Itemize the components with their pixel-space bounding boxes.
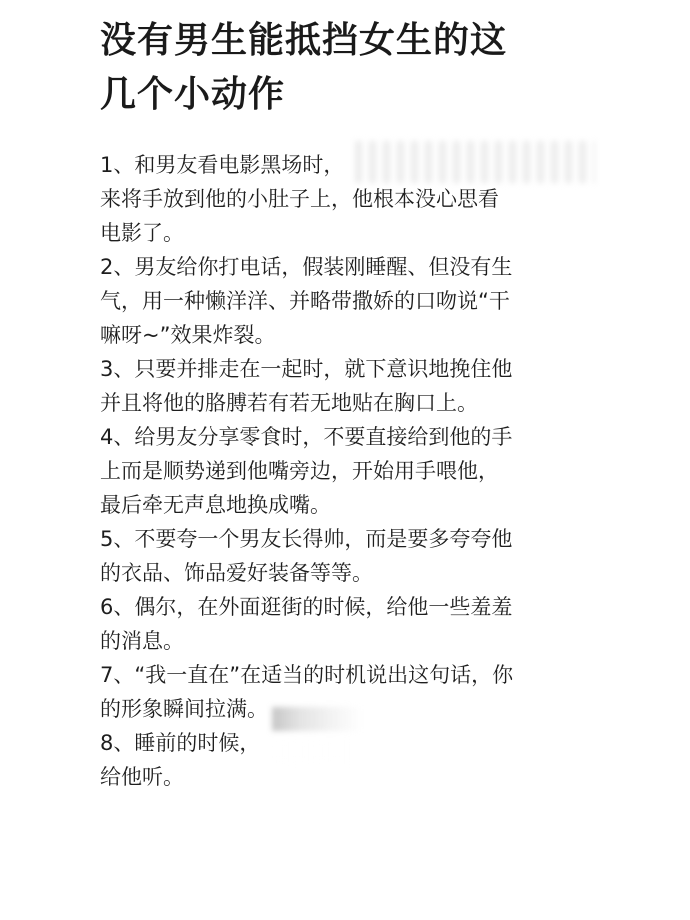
body-line: 来将手放到他的小肚子上，他根本没心思看 bbox=[100, 187, 499, 211]
body-line: 嘛呀~”效果炸裂。 bbox=[100, 323, 276, 347]
body-line: 5、不要夸一个男友长得帅，而是要多夸夸他 bbox=[100, 527, 513, 551]
body-line: 气，用一种懒洋洋、并略带撒娇的口吻说“干 bbox=[100, 289, 510, 313]
body-line: 最后牵无声息地换成嘴。 bbox=[100, 493, 331, 517]
body-line: 的消息。 bbox=[100, 629, 184, 653]
page-title bbox=[100, 14, 620, 122]
body-line: 3、只要并排走在一起时，就下意识地挽住他 bbox=[100, 357, 513, 381]
body-line: 8、睡前的时候， bbox=[100, 731, 261, 755]
body-line: 6、偶尔，在外面逛街的时候，给他一些羞羞 bbox=[100, 595, 513, 619]
blur-redaction bbox=[355, 141, 595, 183]
body-line: 的衣品、饰品爱好装备等等。 bbox=[100, 561, 373, 585]
body-line: 并且将他的胳膊若有若无地贴在胸口上。 bbox=[100, 391, 478, 415]
body-line: 电影了。 bbox=[100, 221, 184, 245]
blur-redaction bbox=[272, 707, 362, 731]
article-body bbox=[100, 148, 660, 794]
body-line: 的形象瞬间拉满。 bbox=[100, 697, 268, 721]
body-line: 上而是顺势递到他嘴旁边，开始用手喂他， bbox=[100, 459, 499, 483]
title-line-2: 几个小动作 bbox=[100, 74, 286, 115]
body-line: 7、“我一直在”在适当的时机说出这句话，你 bbox=[100, 663, 514, 687]
blur-redaction bbox=[270, 740, 350, 764]
body-line: 1、和男友看电影黑场时， bbox=[100, 153, 345, 177]
title-line-1: 没有男生能抵挡女生的这 bbox=[100, 20, 508, 61]
body-line: 给他听。 bbox=[100, 765, 184, 789]
body-line: 4、给男友分享零食时，不要直接给到他的手 bbox=[100, 425, 513, 449]
body-line: 2、男友给你打电话，假装刚睡醒、但没有生 bbox=[100, 255, 513, 279]
